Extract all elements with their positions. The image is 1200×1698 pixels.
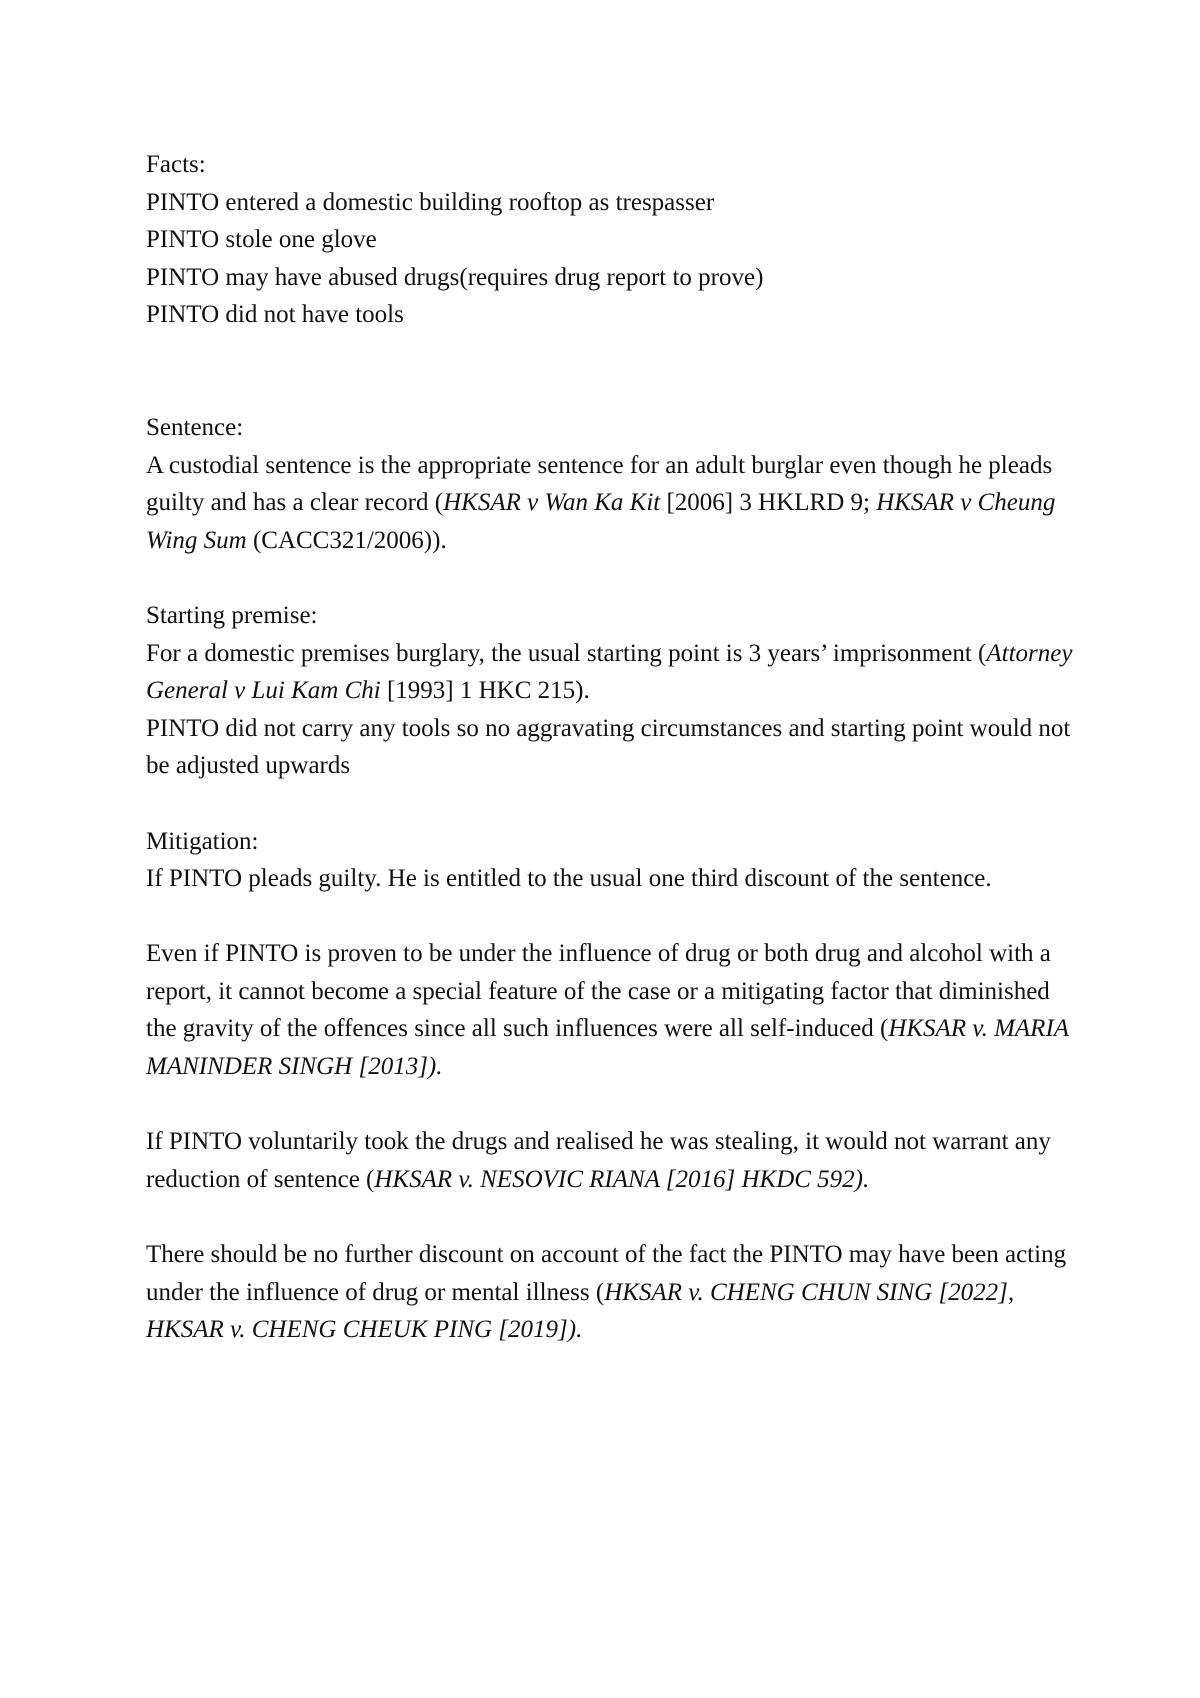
sentence-heading: Sentence: <box>146 413 244 441</box>
paragraph-text: For a domestic premises burglary, the usual starting point is 3 years’ imprisonment ( <box>146 639 987 667</box>
paragraph-text: There should be no further discount on account of the fact the PINTO may have been acting under the influence of drug or mental illness ( <box>146 1241 1067 1306</box>
mitigation-paragraph-2 <box>146 935 1076 1085</box>
mitigation-heading: Mitigation: <box>146 827 259 855</box>
case-citation: HKSAR v. NESOVIC RIANA [2016] HKDC 592). <box>374 1165 870 1193</box>
mitigation-paragraph-4 <box>146 1236 1076 1349</box>
fact-line: PINTO entered a domestic building rooftop as trespasser <box>146 188 715 216</box>
sentence-paragraph <box>146 447 1076 560</box>
mitigation-paragraph-1: If PINTO pleads guilty. He is entitled to the usual one third discount of the sentence. <box>146 865 992 893</box>
case-citation: HKSAR v. CHENG CHUN SING [2022], HKSAR v. CHENG CHEUK PING [2019]). <box>146 1278 1015 1344</box>
paragraph-text: If PINTO voluntarily took the drugs and realised he was stealing, it would not warrant any reduction of sentence ( <box>146 1128 1051 1193</box>
case-citation: HKSAR v. MARIA MANINDER SINGH [2013]). <box>146 1015 1069 1081</box>
mitigation-section <box>146 823 1076 1349</box>
case-citation: HKSAR v Wan Ka Kit <box>443 489 661 517</box>
paragraph-text: [2006] 3 HKLRD 9; <box>660 489 877 517</box>
spacer <box>146 785 1076 823</box>
sentence-section <box>146 409 1076 559</box>
paragraph-text: (CACC321/2006)). <box>246 526 447 554</box>
fact-line: PINTO may have abused drugs(requires drug report to prove) <box>146 263 764 291</box>
facts-section <box>146 146 1076 334</box>
spacer <box>146 1086 1076 1124</box>
starting-premise-section <box>146 597 1076 785</box>
spacer <box>146 334 1076 409</box>
spacer <box>146 559 1076 597</box>
starting-premise-paragraph-2: PINTO did not carry any tools so no aggravating circumstances and starting point would not be adjusted upwards <box>146 714 1071 780</box>
fact-line: PINTO stole one glove <box>146 226 377 254</box>
fact-line: PINTO did not have tools <box>146 301 404 329</box>
starting-premise-paragraph <box>146 635 1076 710</box>
spacer <box>146 1198 1076 1236</box>
spacer <box>146 898 1076 936</box>
paragraph-text: Even if PINTO is proven to be under the influence of drug or both drug and alcohol with a report, it cannot become a special feature of the case or a mitigating factor that diminished the gravity of the offences since all such influences were all self-induced ( <box>146 940 1051 1043</box>
mitigation-paragraph-3 <box>146 1123 1076 1198</box>
case-citation: HKSAR v Cheung Wing Sum <box>146 489 1056 554</box>
paragraph-text: [1993] 1 HKC 215). <box>380 677 590 705</box>
paragraph-text: A custodial sentence is the appropriate sentence for an adult burglar even though he pleads guilty and has a clear record ( <box>146 451 1053 517</box>
starting-premise-heading: Starting premise: <box>146 601 318 629</box>
document-page <box>146 146 1076 1349</box>
case-citation: Attorney General v Lui Kam Chi <box>146 639 1073 705</box>
facts-heading: Facts: <box>146 151 206 178</box>
